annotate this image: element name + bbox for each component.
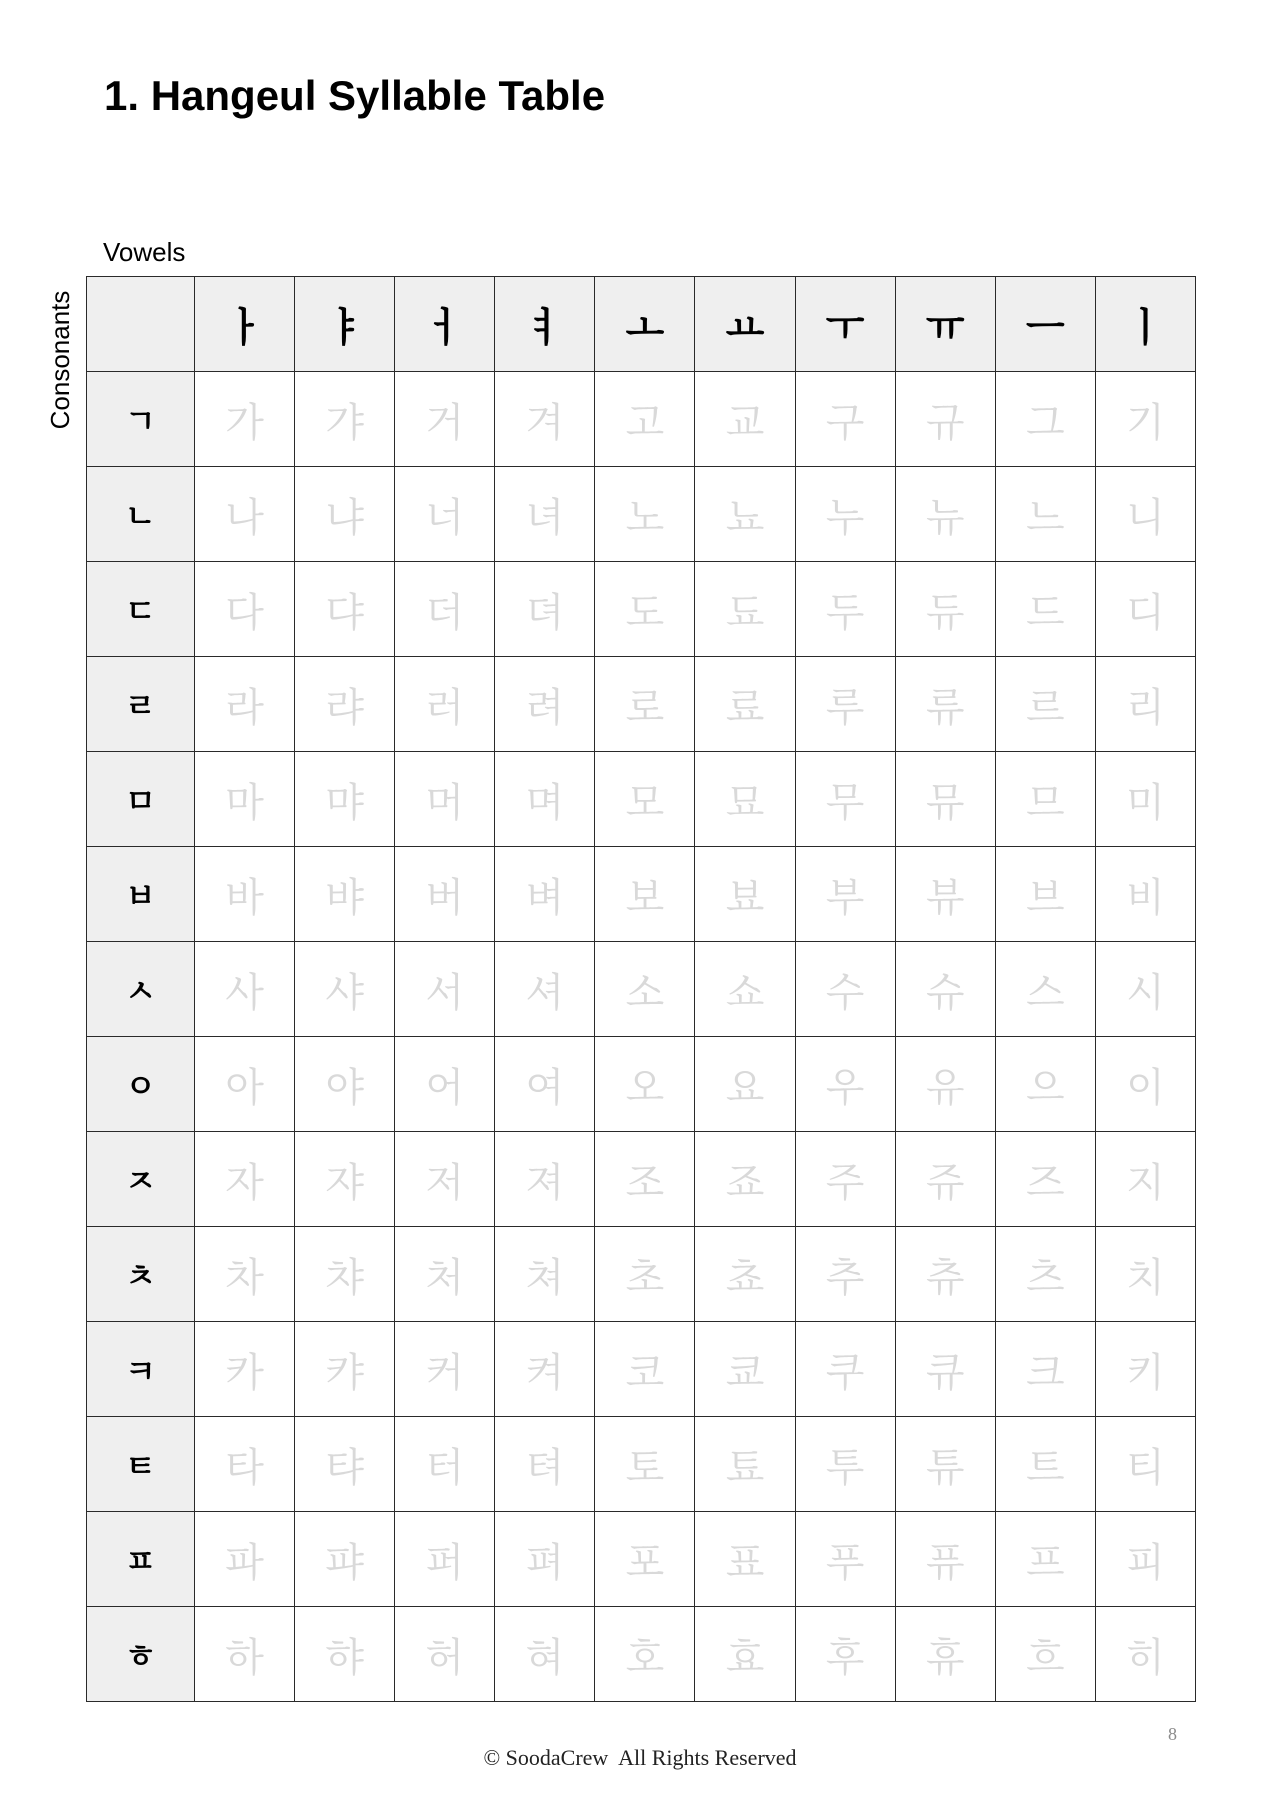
- syllable-cell: 펴: [495, 1512, 595, 1607]
- syllable-cell: 부: [795, 847, 895, 942]
- syllable-cell: 허: [395, 1607, 495, 1702]
- syllable-cell: 큐: [895, 1322, 995, 1417]
- syllable-cell: 쵸: [695, 1227, 795, 1322]
- syllable-cell: 여: [495, 1037, 595, 1132]
- consonant-header-cell: ㅈ: [87, 1132, 195, 1227]
- syllable-cell: 므: [995, 752, 1095, 847]
- syllable-cell: 쿠: [795, 1322, 895, 1417]
- syllable-cell: 더: [395, 562, 495, 657]
- syllable-cell: 오: [595, 1037, 695, 1132]
- syllable-cell: 보: [595, 847, 695, 942]
- consonant-header-cell: ㄱ: [87, 372, 195, 467]
- syllable-cell: 가: [195, 372, 295, 467]
- vowel-header-row: [87, 277, 1196, 372]
- syllable-cell: 터: [395, 1417, 495, 1512]
- consonant-row: [87, 1227, 1196, 1322]
- syllable-cell: 겨: [495, 372, 595, 467]
- syllable-cell: 소: [595, 942, 695, 1037]
- syllable-cell: 서: [395, 942, 495, 1037]
- syllable-cell: 료: [695, 657, 795, 752]
- syllable-cell: 쇼: [695, 942, 795, 1037]
- vowel-header-cell: ㅣ: [1095, 277, 1195, 372]
- consonant-header-cell: ㅌ: [87, 1417, 195, 1512]
- syllable-cell: 모: [595, 752, 695, 847]
- syllable-cell: 규: [895, 372, 995, 467]
- syllable-cell: 캬: [295, 1322, 395, 1417]
- syllable-cell: 니: [1095, 467, 1195, 562]
- syllable-cell: 표: [695, 1512, 795, 1607]
- syllable-cell: 효: [695, 1607, 795, 1702]
- syllable-cell: 츠: [995, 1227, 1095, 1322]
- syllable-cell: 요: [695, 1037, 795, 1132]
- syllable-cell: 츄: [895, 1227, 995, 1322]
- vowel-header-cell: ㅏ: [195, 277, 295, 372]
- copyright-footer: © SoodaCrew All Rights Reserved: [483, 1745, 797, 1770]
- consonant-row: [87, 847, 1196, 942]
- syllable-cell: 뉴: [895, 467, 995, 562]
- syllable-cell: 마: [195, 752, 295, 847]
- syllable-cell: 누: [795, 467, 895, 562]
- syllable-cell: 무: [795, 752, 895, 847]
- consonant-row: [87, 1512, 1196, 1607]
- syllable-table: [86, 276, 1196, 1702]
- syllable-cell: 브: [995, 847, 1095, 942]
- page-number: 8: [1168, 1724, 1177, 1744]
- syllable-cell: 디: [1095, 562, 1195, 657]
- consonant-row: [87, 562, 1196, 657]
- syllable-cell: 사: [195, 942, 295, 1037]
- syllable-cell: 뎌: [495, 562, 595, 657]
- consonant-row: [87, 752, 1196, 847]
- syllable-cell: 뮤: [895, 752, 995, 847]
- syllable-cell: 켜: [495, 1322, 595, 1417]
- syllable-cell: 머: [395, 752, 495, 847]
- syllable-cell: 타: [195, 1417, 295, 1512]
- syllable-cell: 야: [295, 1037, 395, 1132]
- syllable-cell: 하: [195, 1607, 295, 1702]
- consonant-row: [87, 1037, 1196, 1132]
- syllable-cell: 뵤: [695, 847, 795, 942]
- syllable-cell: 주: [795, 1132, 895, 1227]
- syllable-cell: 너: [395, 467, 495, 562]
- consonant-row: [87, 942, 1196, 1037]
- syllable-cell: 포: [595, 1512, 695, 1607]
- consonant-header-cell: ㅊ: [87, 1227, 195, 1322]
- consonant-header-cell: ㄴ: [87, 467, 195, 562]
- syllable-cell: 저: [395, 1132, 495, 1227]
- syllable-cell: 휴: [895, 1607, 995, 1702]
- syllable-cell: 트: [995, 1417, 1095, 1512]
- syllable-cell: 으: [995, 1037, 1095, 1132]
- syllable-cell: 챠: [295, 1227, 395, 1322]
- syllable-cell: 기: [1095, 372, 1195, 467]
- syllable-cell: 수: [795, 942, 895, 1037]
- syllable-cell: 즈: [995, 1132, 1095, 1227]
- syllable-cell: 리: [1095, 657, 1195, 752]
- syllable-cell: 커: [395, 1322, 495, 1417]
- page-title: 1. Hangeul Syllable Table: [104, 72, 606, 119]
- corner-cell: [87, 277, 195, 372]
- syllable-cell: 시: [1095, 942, 1195, 1037]
- syllable-cell: 아: [195, 1037, 295, 1132]
- syllable-cell: 유: [895, 1037, 995, 1132]
- syllable-cell: 류: [895, 657, 995, 752]
- vowel-header-cell: ㅓ: [395, 277, 495, 372]
- syllable-cell: 혀: [495, 1607, 595, 1702]
- syllable-cell: 초: [595, 1227, 695, 1322]
- syllable-cell: 며: [495, 752, 595, 847]
- syllable-cell: 샤: [295, 942, 395, 1037]
- syllable-cell: 스: [995, 942, 1095, 1037]
- syllable-cell: 버: [395, 847, 495, 942]
- syllable-cell: 뱌: [295, 847, 395, 942]
- vowel-header-cell: ㅕ: [495, 277, 595, 372]
- syllable-cell: 피: [1095, 1512, 1195, 1607]
- consonant-header-cell: ㅂ: [87, 847, 195, 942]
- syllable-cell: 듀: [895, 562, 995, 657]
- syllable-cell: 미: [1095, 752, 1195, 847]
- consonant-header-cell: ㅇ: [87, 1037, 195, 1132]
- syllable-cell: 구: [795, 372, 895, 467]
- syllable-cell: 자: [195, 1132, 295, 1227]
- syllable-cell: 어: [395, 1037, 495, 1132]
- syllable-cell: 냐: [295, 467, 395, 562]
- syllable-cell: 셔: [495, 942, 595, 1037]
- syllable-cell: 러: [395, 657, 495, 752]
- vowels-label: Vowels: [103, 237, 186, 267]
- syllable-cell: 로: [595, 657, 695, 752]
- consonant-header-cell: ㄷ: [87, 562, 195, 657]
- syllable-cell: 져: [495, 1132, 595, 1227]
- consonant-row: [87, 1607, 1196, 1702]
- syllable-cell: 프: [995, 1512, 1095, 1607]
- syllable-cell: 거: [395, 372, 495, 467]
- syllable-cell: 고: [595, 372, 695, 467]
- syllable-cell: 푸: [795, 1512, 895, 1607]
- syllable-cell: 파: [195, 1512, 295, 1607]
- syllable-cell: 쟈: [295, 1132, 395, 1227]
- syllable-cell: 다: [195, 562, 295, 657]
- syllable-cell: 루: [795, 657, 895, 752]
- syllable-cell: 차: [195, 1227, 295, 1322]
- syllable-cell: 나: [195, 467, 295, 562]
- syllable-cell: 튜: [895, 1417, 995, 1512]
- vowel-header-cell: ㅡ: [995, 277, 1095, 372]
- consonant-header-cell: ㄹ: [87, 657, 195, 752]
- consonant-row: [87, 1132, 1196, 1227]
- syllable-cell: 쳐: [495, 1227, 595, 1322]
- syllable-cell: 크: [995, 1322, 1095, 1417]
- vowel-header-cell: ㅜ: [795, 277, 895, 372]
- consonant-row: [87, 657, 1196, 752]
- consonant-header-cell: ㅍ: [87, 1512, 195, 1607]
- syllable-cell: 키: [1095, 1322, 1195, 1417]
- syllable-cell: 슈: [895, 942, 995, 1037]
- syllable-cell: 도: [595, 562, 695, 657]
- syllable-cell: 히: [1095, 1607, 1195, 1702]
- syllable-cell: 퍼: [395, 1512, 495, 1607]
- syllable-cell: 처: [395, 1227, 495, 1322]
- syllable-cell: 랴: [295, 657, 395, 752]
- syllable-cell: 치: [1095, 1227, 1195, 1322]
- syllable-cell: 묘: [695, 752, 795, 847]
- syllable-cell: 느: [995, 467, 1095, 562]
- syllable-cell: 교: [695, 372, 795, 467]
- consonants-label: Consonants: [45, 290, 75, 430]
- consonant-row: [87, 1322, 1196, 1417]
- syllable-cell: 쥬: [895, 1132, 995, 1227]
- syllable-cell: 호: [595, 1607, 695, 1702]
- syllable-cell: 르: [995, 657, 1095, 752]
- syllable-cell: 드: [995, 562, 1095, 657]
- syllable-cell: 뷰: [895, 847, 995, 942]
- syllable-cell: 노: [595, 467, 695, 562]
- syllable-cell: 려: [495, 657, 595, 752]
- syllable-cell: 텨: [495, 1417, 595, 1512]
- syllable-cell: 그: [995, 372, 1095, 467]
- syllable-cell: 라: [195, 657, 295, 752]
- syllable-cell: 햐: [295, 1607, 395, 1702]
- syllable-cell: 투: [795, 1417, 895, 1512]
- consonant-row: [87, 1417, 1196, 1512]
- syllable-cell: 코: [595, 1322, 695, 1417]
- syllable-cell: 뇨: [695, 467, 795, 562]
- syllable-cell: 갸: [295, 372, 395, 467]
- syllable-cell: 퍄: [295, 1512, 395, 1607]
- consonant-header-cell: ㅋ: [87, 1322, 195, 1417]
- syllable-cell: 이: [1095, 1037, 1195, 1132]
- syllable-cell: 댜: [295, 562, 395, 657]
- vowel-header-cell: ㅑ: [295, 277, 395, 372]
- consonant-header-cell: ㅎ: [87, 1607, 195, 1702]
- syllable-cell: 티: [1095, 1417, 1195, 1512]
- consonant-row: [87, 467, 1196, 562]
- syllable-cell: 먀: [295, 752, 395, 847]
- syllable-table-body: [87, 277, 1196, 1702]
- syllable-cell: 비: [1095, 847, 1195, 942]
- syllable-cell: 흐: [995, 1607, 1095, 1702]
- syllable-cell: 쿄: [695, 1322, 795, 1417]
- vowel-header-cell: ㅗ: [595, 277, 695, 372]
- syllable-cell: 퓨: [895, 1512, 995, 1607]
- syllable-cell: 두: [795, 562, 895, 657]
- syllable-cell: 우: [795, 1037, 895, 1132]
- syllable-cell: 벼: [495, 847, 595, 942]
- consonant-header-cell: ㅁ: [87, 752, 195, 847]
- syllable-cell: 툐: [695, 1417, 795, 1512]
- syllable-cell: 바: [195, 847, 295, 942]
- vowel-header-cell: ㅛ: [695, 277, 795, 372]
- syllable-cell: 조: [595, 1132, 695, 1227]
- syllable-cell: 추: [795, 1227, 895, 1322]
- consonant-row: [87, 372, 1196, 467]
- syllable-cell: 지: [1095, 1132, 1195, 1227]
- syllable-cell: 후: [795, 1607, 895, 1702]
- syllable-cell: 카: [195, 1322, 295, 1417]
- vowel-header-cell: ㅠ: [895, 277, 995, 372]
- syllable-cell: 탸: [295, 1417, 395, 1512]
- syllable-cell: 토: [595, 1417, 695, 1512]
- syllable-cell: 됴: [695, 562, 795, 657]
- syllable-cell: 녀: [495, 467, 595, 562]
- syllable-cell: 죠: [695, 1132, 795, 1227]
- consonant-header-cell: ㅅ: [87, 942, 195, 1037]
